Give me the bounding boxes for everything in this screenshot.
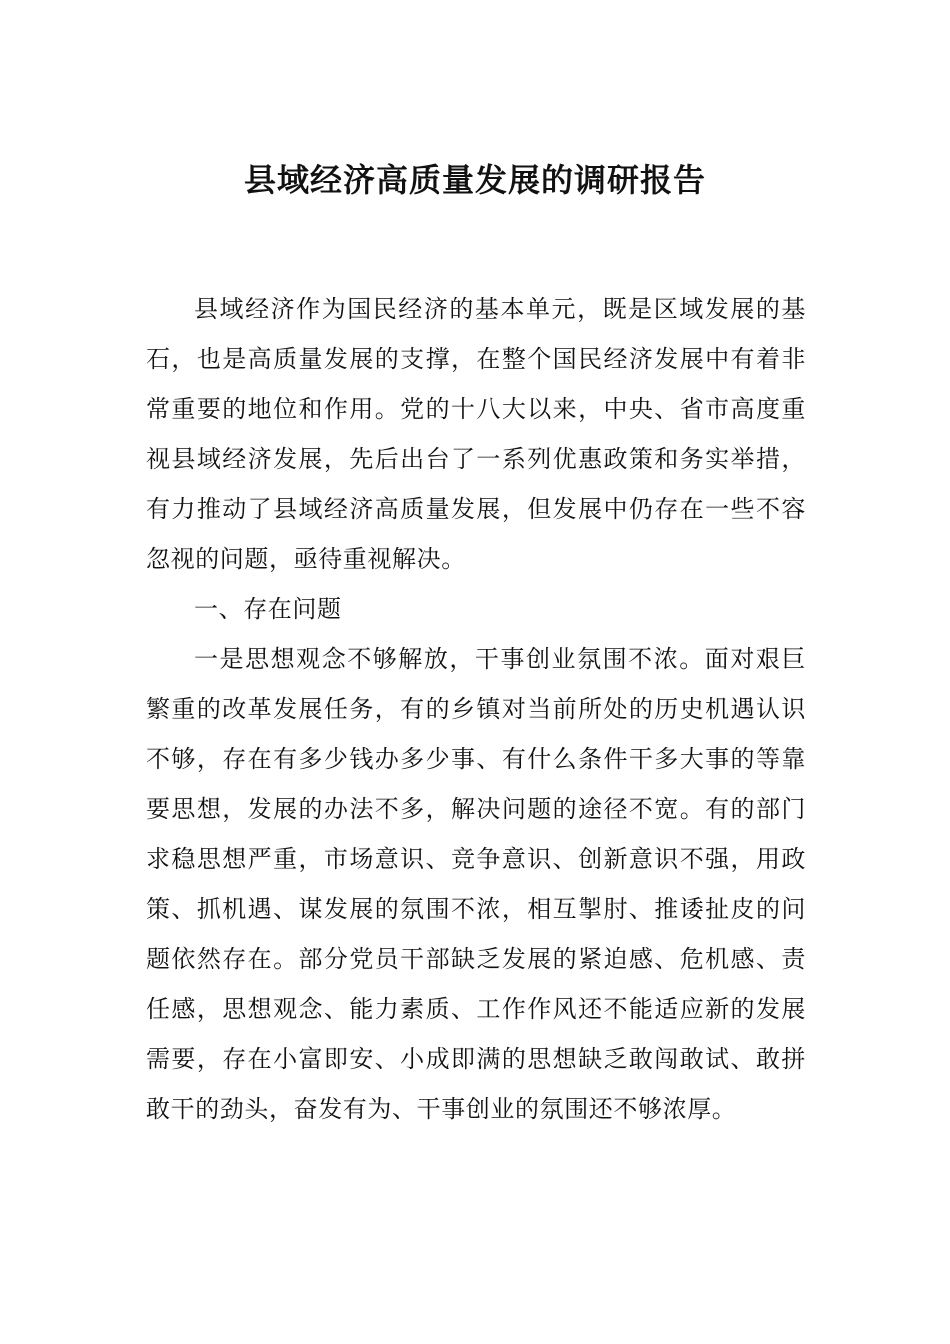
issue-one-paragraph: 一是思想观念不够解放，干事创业氛围不浓。面对艰巨繁重的改革发展任务，有的乡镇对当前所处的历史机遇认识不够，存在有多少钱办多少事、有什么条件干多大事的等靠要思想，发展的办法不多，解决问题的途径不宽。有的部门求稳思想严重，市场意识、竞争意识、创新意识不强，用政策、抓机遇、谋发展的氛围不浓，相互掣肘、推诿扯皮的问题依然存在。部分党员干部缺乏发展的紧迫感、危机感、责任感，思想观念、能力素质、工作作风还不能适应新的发展需要，存在小富即安、小成即满的思想缺乏敢闯敢试、敢拼敢干的劲头，奋发有为、干事创业的氛围还不够浓厚。 [146,645,806,1123]
document-title: 县域经济高质量发展的调研报告 [243,161,706,199]
section-heading: 一、存在问题 [194,595,342,623]
document-body [146,284,806,1134]
intro-paragraph: 县域经济作为国民经济的基本单元，既是区域发展的基石，也是高质量发展的支撑，在整个国民经济发展中有着非常重要的地位和作用。党的十八大以来，中央、省市高度重视县域经济发展，先后出台了一系列优惠政策和务实举措，有力推动了县域经济高质量发展，但发展中仍存在一些不容忽视的问题，亟待重视解决。 [146,295,806,573]
